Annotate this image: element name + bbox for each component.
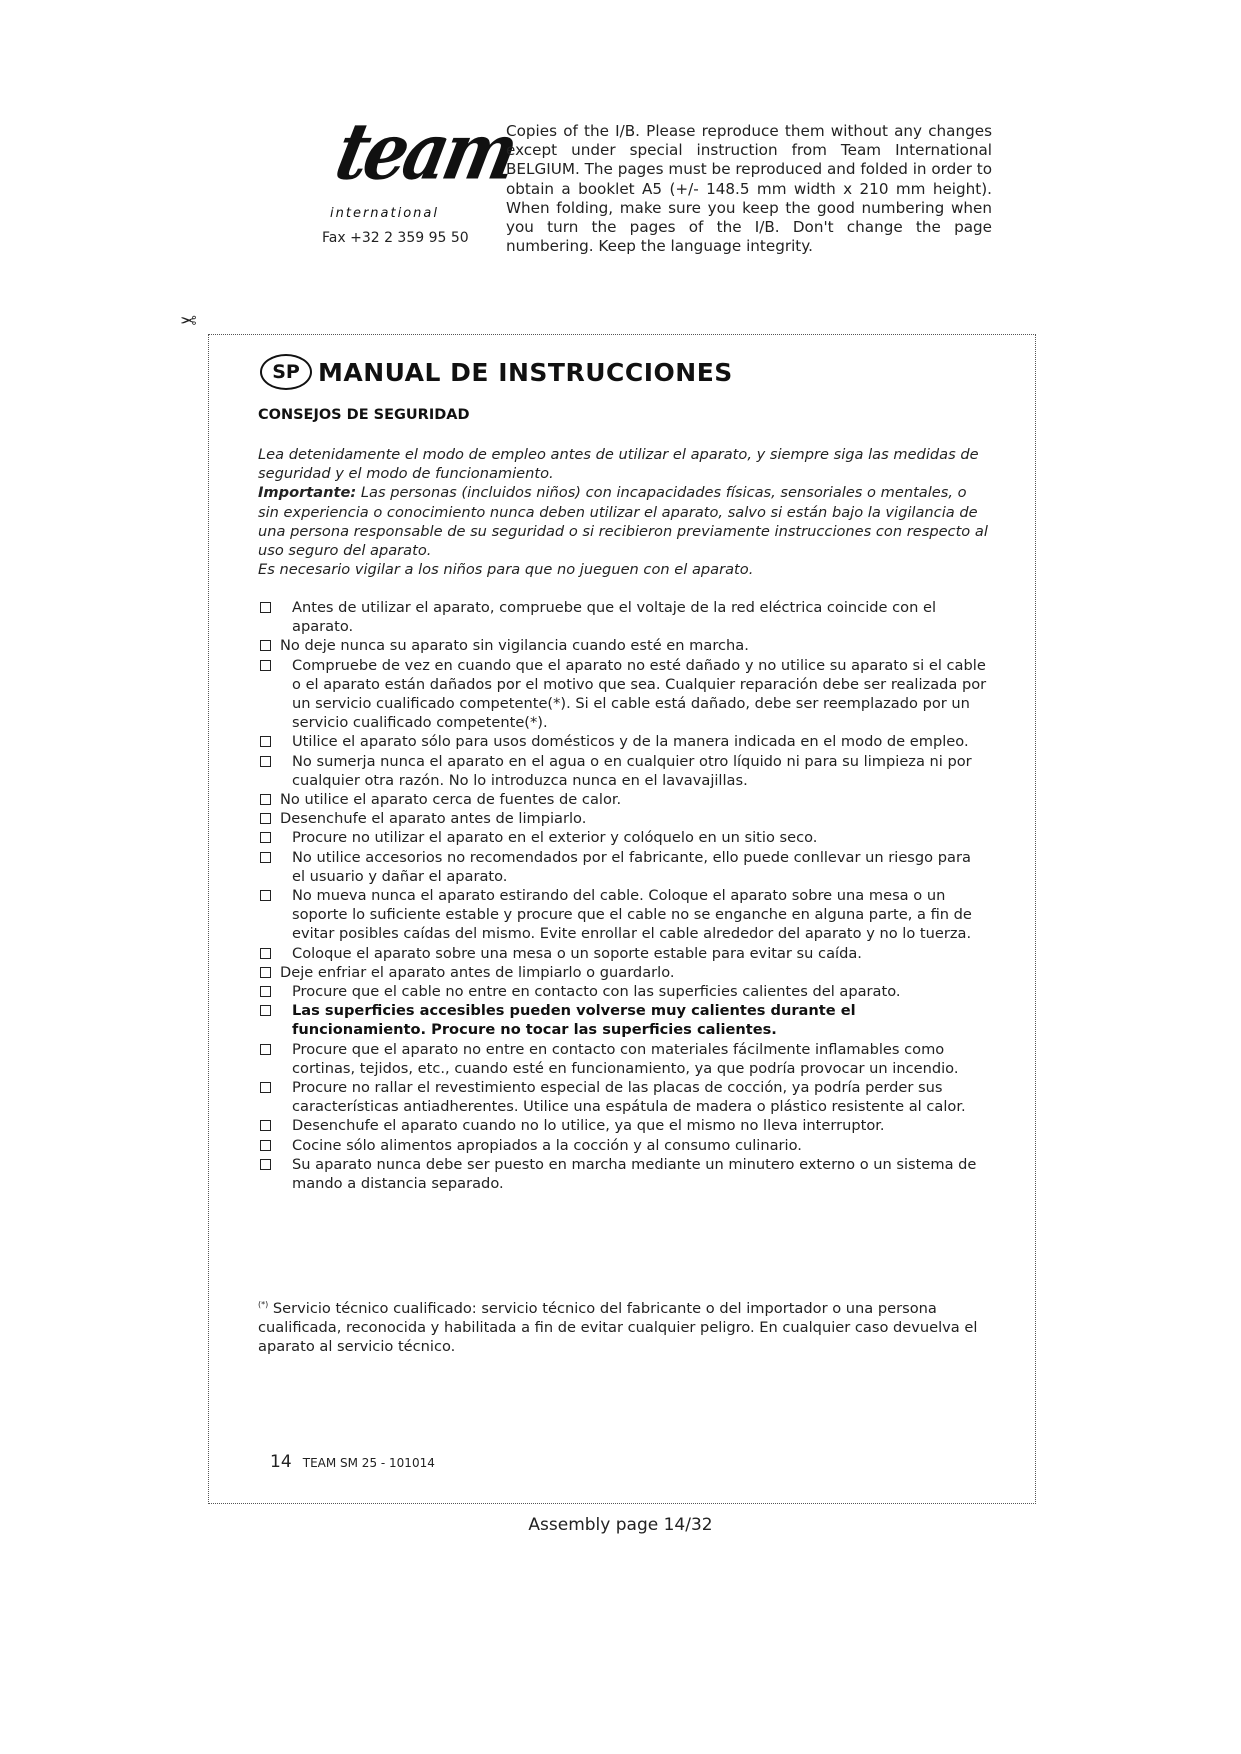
fax-number: Fax +32 2 359 95 50 <box>322 230 469 246</box>
checkbox-bullet-icon <box>260 967 271 978</box>
checkbox-bullet-icon <box>260 948 271 959</box>
scissors-icon: ✂ <box>180 308 197 332</box>
list-item: Compruebe de vez en cuando que el aparato no esté dañado y no utilice su aparato si el cable o el aparato están dañados por el motivo que sea. Cualquier reparación debe ser realizada por un servicio cualificado competente(*). Si el cable está dañado, debe ser reemplazado por un servicio cualificado competente(*). <box>258 656 988 733</box>
checkbox-bullet-icon <box>260 813 271 824</box>
list-item: No utilice accesorios no recomendados por el fabricante, ello puede conllevar un riesgo para el usuario y dañar el aparato. <box>258 848 988 886</box>
list-item: Deje enfriar el aparato antes de limpiarlo o guardarlo. <box>258 963 988 982</box>
list-item: Su aparato nunca debe ser puesto en marcha mediante un minutero externo o un sistema de mando a distancia separado. <box>258 1155 988 1193</box>
checkbox-bullet-icon <box>260 736 271 747</box>
page-number: 14 <box>270 1452 292 1472</box>
footnote-text: Servicio técnico cualificado: servicio técnico del fabricante o del importador o una persona cualificada, reconocida y habilitada a fin de evitar cualquier peligro. En cualquier caso devuelva el aparato al servicio técnico. <box>258 1300 978 1356</box>
intro-paragraph-1: Lea detenidamente el modo de empleo antes de utilizar el aparato, y siempre siga las medidas de seguridad y el modo de funcionamiento. <box>258 446 979 483</box>
footnote <box>258 1295 988 1357</box>
important-label: Importante: <box>258 484 357 502</box>
assembly-page-label: Assembly page 14/32 <box>528 1515 713 1535</box>
checkbox-bullet-icon <box>260 832 271 843</box>
list-item: Antes de utilizar el aparato, compruebe que el voltaje de la red eléctrica coincide con el aparato. <box>258 598 988 636</box>
logo-wordmark: team <box>328 106 523 198</box>
checkbox-bullet-icon <box>260 1120 271 1131</box>
checkbox-bullet-icon <box>260 1044 271 1055</box>
list-item: Las superficies accesibles pueden volverse muy calientes durante el funcionamiento. Procure no tocar las superficies calientes. <box>258 1001 988 1039</box>
checkbox-bullet-icon <box>260 756 271 767</box>
page-footer <box>270 1452 435 1472</box>
reproduction-note: Copies of the I/B. Please reproduce them without any changes except under special instruction from Team International BELGIUM. The pages must be reproduced and folded in order to obtain a booklet A5 (+/- 148.5 mm width x 210 mm height). When folding, make sure you keep the good numbering when you turn the pages of the I/B. Don't change the page numbering. Keep the language integrity. <box>506 122 992 256</box>
checkbox-bullet-icon <box>260 986 271 997</box>
list-item: No utilice el aparato cerca de fuentes de calor. <box>258 790 988 809</box>
intro-paragraph-2 <box>258 483 988 560</box>
list-item: Coloque el aparato sobre una mesa o un soporte estable para evitar su caída. <box>258 944 988 963</box>
list-item: Procure que el cable no entre en contacto con las superficies calientes del aparato. <box>258 982 988 1001</box>
intro-paragraph-3: Es necesario vigilar a los niños para que no jueguen con el aparato. <box>258 561 754 579</box>
checkbox-bullet-icon <box>260 794 271 805</box>
list-item: Procure no utilizar el aparato en el exterior y colóquelo en un sitio seco. <box>258 828 988 847</box>
important-text: Las personas (incluidos niños) con incapacidades físicas, sensoriales o mentales, o sin experiencia o conocimiento nunca deben utilizar el aparato, salvo si están bajo la vigilancia de una persona responsable de su seguridad o si recibieron previamente instrucciones con respecto al uso seguro del aparato. <box>258 484 988 560</box>
list-item: Procure no rallar el revestimiento especial de las placas de cocción, ya podría perder sus características antiadherentes. Utilice una espátula de madera o plástico resistente al calor. <box>258 1078 988 1116</box>
checkbox-bullet-icon <box>260 602 271 613</box>
list-item: No mueva nunca el aparato estirando del cable. Coloque el aparato sobre una mesa o un soporte lo suficiente estable y procure que el cable no se enganche en alguna parte, a fin de evitar posibles caídas del mismo. Evite enrollar el cable alrededor del aparato y no lo tuerza. <box>258 886 988 944</box>
list-item: No sumerja nunca el aparato en el agua o en cualquier otro líquido ni para su limpieza ni por cualquier otra razón. No lo introduzca nunca en el lavavajillas. <box>258 752 988 790</box>
checkbox-bullet-icon <box>260 640 271 651</box>
checkbox-bullet-icon <box>260 660 271 671</box>
manual-title <box>260 354 733 390</box>
team-logo <box>318 106 523 228</box>
language-badge: SP <box>260 354 312 390</box>
checkbox-bullet-icon <box>260 1082 271 1093</box>
footnote-mark: (*) <box>258 1300 269 1309</box>
section-heading: CONSEJOS DE SEGURIDAD <box>258 407 470 423</box>
checkbox-bullet-icon <box>260 852 271 863</box>
checkbox-bullet-icon <box>260 1140 271 1151</box>
logo-subtitle: international <box>330 206 439 221</box>
list-item: Procure que el aparato no entre en contacto con materiales fácilmente inflamables como cortinas, tejidos, etc., cuando esté en funcionamiento, ya que podría provocar un incendio. <box>258 1040 988 1078</box>
checkbox-bullet-icon <box>260 890 271 901</box>
checkbox-bullet-icon <box>260 1005 271 1016</box>
list-item: Utilice el aparato sólo para usos domésticos y de la manera indicada en el modo de empleo. <box>258 732 988 751</box>
list-item: Desenchufe el aparato antes de limpiarlo. <box>258 809 988 828</box>
list-item: Cocine sólo alimentos apropiados a la cocción y al consumo culinario. <box>258 1136 988 1155</box>
intro-text <box>258 445 988 579</box>
manual-title-text: MANUAL DE INSTRUCCIONES <box>318 357 733 387</box>
list-item: Desenchufe el aparato cuando no lo utilice, ya que el mismo no lleva interruptor. <box>258 1116 988 1135</box>
safety-list <box>258 598 988 1193</box>
list-item: No deje nunca su aparato sin vigilancia cuando esté en marcha. <box>258 636 988 655</box>
model-code: TEAM SM 25 - 101014 <box>302 1456 435 1470</box>
checkbox-bullet-icon <box>260 1159 271 1170</box>
